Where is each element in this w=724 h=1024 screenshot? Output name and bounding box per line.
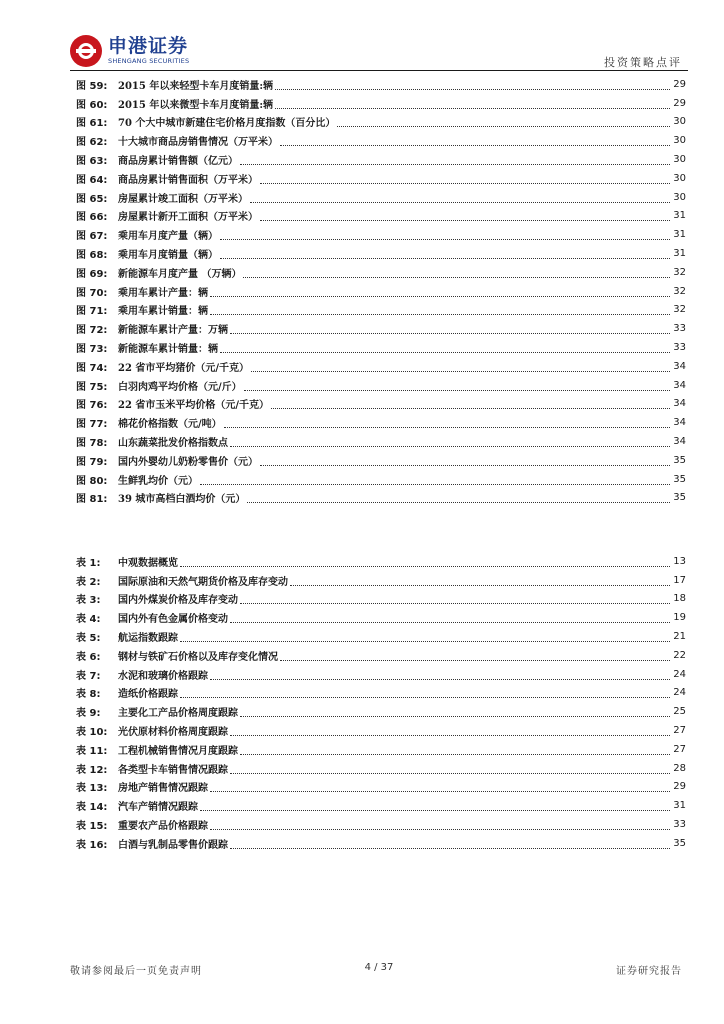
table-index — [76, 552, 686, 853]
entry-title: 商品房累计销售面积（万平米） — [118, 174, 258, 186]
figure-entry[interactable] — [76, 470, 686, 489]
dot-leader — [210, 785, 670, 792]
entry-page-number: 18 — [673, 593, 686, 605]
entry-title: 白酒与乳制品零售价跟踪 — [118, 839, 228, 851]
entry-page-number: 31 — [673, 210, 686, 222]
dot-leader — [180, 560, 670, 567]
figure-entry[interactable] — [76, 451, 686, 470]
figure-entry[interactable] — [76, 395, 686, 414]
entry-title: 22 省市平均猪价（元/千克） — [118, 362, 250, 374]
document-type: 证券研究报告 — [616, 966, 682, 977]
entry-title: 各类型卡车销售情况跟踪 — [118, 764, 228, 776]
table-entry[interactable] — [76, 608, 686, 627]
figure-entry[interactable] — [76, 376, 686, 395]
entry-label: 表 1: — [76, 557, 101, 569]
table-entry[interactable] — [76, 571, 686, 590]
table-entry[interactable] — [76, 778, 686, 797]
table-entry[interactable] — [76, 684, 686, 703]
dot-leader — [220, 233, 670, 240]
header-divider — [70, 70, 688, 71]
entry-title: 乘用车累计产量：辆 — [118, 287, 208, 299]
entry-title: 钢材与铁矿石价格以及库存变化情况 — [118, 651, 278, 663]
dot-leader — [230, 440, 670, 447]
dot-leader — [240, 158, 670, 165]
figure-entry[interactable] — [76, 338, 686, 357]
report-type: 投资策略点评 — [604, 56, 682, 69]
entry-page-number: 35 — [673, 454, 686, 466]
table-entry[interactable] — [76, 590, 686, 609]
entry-label: 图 64: — [76, 174, 108, 186]
table-entry[interactable] — [76, 552, 686, 571]
entry-label: 表 3: — [76, 595, 101, 607]
entry-label: 图 63: — [76, 156, 108, 168]
dot-leader — [210, 823, 670, 830]
entry-page-number: 22 — [673, 649, 686, 661]
table-entry[interactable] — [76, 759, 686, 778]
dot-leader — [244, 384, 670, 391]
entry-title: 白羽肉鸡平均价格（元/斤） — [118, 381, 242, 393]
dot-leader — [230, 729, 670, 736]
entry-label: 图 68: — [76, 250, 108, 262]
dot-leader — [220, 346, 670, 353]
entry-page-number: 34 — [673, 398, 686, 410]
entry-page-number: 30 — [673, 116, 686, 128]
entry-title: 生鲜乳均价（元） — [118, 475, 198, 487]
entry-title: 70 个大中城市新建住宅价格月度指数（百分比） — [118, 118, 336, 130]
dot-leader — [247, 496, 670, 503]
entry-label: 图 59: — [76, 80, 108, 92]
entry-page-number: 21 — [673, 631, 686, 643]
entry-page-number: 24 — [673, 668, 686, 680]
entry-label: 表 15: — [76, 821, 108, 833]
entry-page-number: 30 — [673, 191, 686, 203]
entry-title: 2015 年以来轻型卡车月度销量:辆 — [118, 80, 274, 92]
entry-label: 表 7: — [76, 670, 101, 682]
entry-page-number: 34 — [673, 417, 686, 429]
dot-leader — [210, 673, 670, 680]
entry-page-number: 17 — [673, 574, 686, 586]
figure-entry[interactable] — [76, 413, 686, 432]
entry-title: 新能源车累计产量：万辆 — [118, 325, 228, 337]
dot-leader — [251, 365, 670, 372]
entry-title: 造纸价格跟踪 — [118, 689, 178, 701]
entry-page-number: 35 — [673, 837, 686, 849]
entry-page-number: 30 — [673, 135, 686, 147]
entry-page-number: 29 — [673, 781, 686, 793]
dot-leader — [260, 214, 670, 221]
entry-label: 表 14: — [76, 802, 108, 814]
entry-label: 表 10: — [76, 727, 108, 739]
entry-title: 国内外有色金属价格变动 — [118, 614, 228, 626]
figure-entry[interactable] — [76, 282, 686, 301]
entry-title: 房屋累计竣工面积（万平米） — [118, 193, 248, 205]
entry-title: 国际原油和天然气期货价格及库存变动 — [118, 576, 288, 588]
entry-title: 中观数据概览 — [118, 557, 178, 569]
figure-entry[interactable] — [76, 207, 686, 226]
dot-leader — [337, 120, 670, 127]
entry-page-number: 31 — [673, 229, 686, 241]
entry-label: 图 75: — [76, 381, 108, 393]
entry-page-number: 24 — [673, 687, 686, 699]
table-entry[interactable] — [76, 665, 686, 684]
table-entry[interactable] — [76, 834, 686, 853]
dot-leader — [200, 804, 670, 811]
entry-page-number: 33 — [673, 323, 686, 335]
entry-page-number: 33 — [673, 819, 686, 831]
dot-leader — [243, 271, 670, 278]
entry-page-number: 30 — [673, 154, 686, 166]
figure-entry[interactable] — [76, 225, 686, 244]
entry-label: 图 67: — [76, 231, 108, 243]
table-entry[interactable] — [76, 796, 686, 815]
table-entry[interactable] — [76, 740, 686, 759]
dot-leader — [180, 691, 670, 698]
entry-title: 乘用车月度销量（辆） — [118, 250, 218, 262]
entry-page-number: 27 — [673, 743, 686, 755]
entry-page-number: 35 — [673, 473, 686, 485]
figure-entry[interactable] — [76, 319, 686, 338]
entry-label: 图 73: — [76, 344, 108, 356]
figure-entry[interactable] — [76, 357, 686, 376]
entry-label: 表 6: — [76, 651, 101, 663]
entry-title: 光伏原材料价格周度跟踪 — [118, 727, 228, 739]
entry-title: 重要农产品价格跟踪 — [118, 821, 208, 833]
page-header — [70, 34, 688, 70]
entry-label: 表 5: — [76, 633, 101, 645]
dot-leader — [210, 308, 670, 315]
entry-page-number: 32 — [673, 285, 686, 297]
entry-title: 22 省市玉米平均价格（元/千克） — [118, 400, 270, 412]
table-entry[interactable] — [76, 721, 686, 740]
entry-page-number: 30 — [673, 172, 686, 184]
entry-page-number: 19 — [673, 612, 686, 624]
company-logo — [70, 34, 189, 68]
table-entry[interactable] — [76, 646, 686, 665]
entry-title: 新能源车月度产量 （万辆） — [118, 268, 242, 280]
entry-title: 水泥和玻璃价格跟踪 — [118, 670, 208, 682]
entry-label: 表 16: — [76, 839, 108, 851]
entry-label: 图 81: — [76, 494, 108, 506]
dot-leader — [240, 710, 670, 717]
dot-leader — [275, 102, 670, 109]
dot-leader — [250, 196, 670, 203]
entry-label: 图 66: — [76, 212, 108, 224]
dot-leader — [271, 402, 670, 409]
entry-title: 房屋累计新开工面积（万平米） — [118, 212, 258, 224]
figure-entry[interactable] — [76, 489, 686, 508]
page-number: 4 / 37 — [364, 962, 394, 973]
entry-page-number: 25 — [673, 706, 686, 718]
dot-leader — [260, 459, 670, 466]
entry-label: 图 71: — [76, 306, 108, 318]
table-entry[interactable] — [76, 702, 686, 721]
figure-entry[interactable] — [76, 169, 686, 188]
dot-leader — [200, 478, 670, 485]
figure-index — [76, 75, 686, 507]
entry-page-number: 29 — [673, 78, 686, 90]
entry-label: 表 11: — [76, 745, 108, 757]
entry-page-number: 29 — [673, 97, 686, 109]
dot-leader — [280, 654, 670, 661]
entry-label: 图 74: — [76, 362, 108, 374]
entry-label: 图 76: — [76, 400, 108, 412]
entry-label: 图 79: — [76, 456, 108, 468]
disclaimer-note: 敬请参阅最后一页免责声明 — [70, 966, 202, 977]
entry-title: 乘用车月度产量（辆） — [118, 231, 218, 243]
entry-label: 表 9: — [76, 708, 101, 720]
entry-title: 新能源车累计销量：辆 — [118, 344, 218, 356]
entry-label: 表 8: — [76, 689, 101, 701]
dot-leader — [224, 421, 670, 428]
entry-title: 国内外煤炭价格及库存变动 — [118, 595, 238, 607]
entry-title: 39 城市高档白酒均价（元） — [118, 494, 246, 506]
figure-entry[interactable] — [76, 188, 686, 207]
logo-icon — [70, 35, 102, 67]
entry-label: 图 61: — [76, 118, 108, 130]
entry-title: 房地产销售情况跟踪 — [118, 783, 208, 795]
figure-entry[interactable] — [76, 113, 686, 132]
entry-label: 图 80: — [76, 475, 108, 487]
figure-entry[interactable] — [76, 94, 686, 113]
figure-entry[interactable] — [76, 301, 686, 320]
entry-label: 图 62: — [76, 137, 108, 149]
dot-leader — [240, 597, 670, 604]
entry-label: 图 70: — [76, 287, 108, 299]
logo-name-cn: 申港证券 — [108, 35, 189, 58]
dot-leader — [280, 139, 670, 146]
dot-leader — [230, 842, 670, 849]
entry-page-number: 35 — [673, 492, 686, 504]
entry-label: 图 78: — [76, 438, 108, 450]
table-entry[interactable] — [76, 627, 686, 646]
figure-entry[interactable] — [76, 75, 686, 94]
dot-leader — [230, 327, 670, 334]
dot-leader — [220, 252, 670, 259]
figure-entry[interactable] — [76, 263, 686, 282]
entry-title: 商品房累计销售额（亿元） — [118, 156, 238, 168]
entry-page-number: 34 — [673, 436, 686, 448]
entry-page-number: 34 — [673, 379, 686, 391]
entry-page-number: 28 — [673, 762, 686, 774]
entry-title: 2015 年以来微型卡车月度销量:辆 — [118, 99, 274, 111]
dot-leader — [290, 579, 670, 586]
entry-page-number: 34 — [673, 360, 686, 372]
entry-label: 图 69: — [76, 268, 108, 280]
figure-entry[interactable] — [76, 432, 686, 451]
dot-leader — [260, 177, 670, 184]
figure-entry[interactable] — [76, 150, 686, 169]
entry-page-number: 32 — [673, 266, 686, 278]
logo-name-en: SHENGANG SECURITIES — [108, 57, 190, 66]
entry-label: 表 2: — [76, 576, 101, 588]
entry-label: 图 72: — [76, 325, 108, 337]
dot-leader — [275, 83, 670, 90]
entry-title: 航运指数跟踪 — [118, 633, 178, 645]
entry-title: 汽车产销情况跟踪 — [118, 802, 198, 814]
entry-page-number: 13 — [673, 555, 686, 567]
dot-leader — [180, 635, 670, 642]
entry-label: 图 60: — [76, 99, 108, 111]
entry-page-number: 31 — [673, 800, 686, 812]
entry-title: 国内外婴幼儿奶粉零售价（元） — [118, 456, 258, 468]
entry-page-number: 33 — [673, 342, 686, 354]
figure-entry[interactable] — [76, 131, 686, 150]
entry-title: 主要化工产品价格周度跟踪 — [118, 708, 238, 720]
entry-title: 棉花价格指数（元/吨） — [118, 419, 222, 431]
entry-label: 表 13: — [76, 783, 108, 795]
entry-page-number: 27 — [673, 725, 686, 737]
entry-title: 山东蔬菜批发价格指数点 — [118, 438, 228, 450]
dot-leader — [210, 290, 670, 297]
entry-label: 表 12: — [76, 764, 108, 776]
dot-leader — [240, 748, 670, 755]
entry-label: 表 4: — [76, 614, 101, 626]
entry-label: 图 77: — [76, 419, 108, 431]
dot-leader — [230, 616, 670, 623]
entry-title: 乘用车累计销量：辆 — [118, 306, 208, 318]
entry-label: 图 65: — [76, 193, 108, 205]
figure-entry[interactable] — [76, 244, 686, 263]
entry-title: 十大城市商品房销售情况（万平米） — [118, 137, 278, 149]
entry-page-number: 32 — [673, 304, 686, 316]
table-entry[interactable] — [76, 815, 686, 834]
entry-page-number: 31 — [673, 248, 686, 260]
entry-title: 工程机械销售情况月度跟踪 — [118, 745, 238, 757]
dot-leader — [230, 767, 670, 774]
